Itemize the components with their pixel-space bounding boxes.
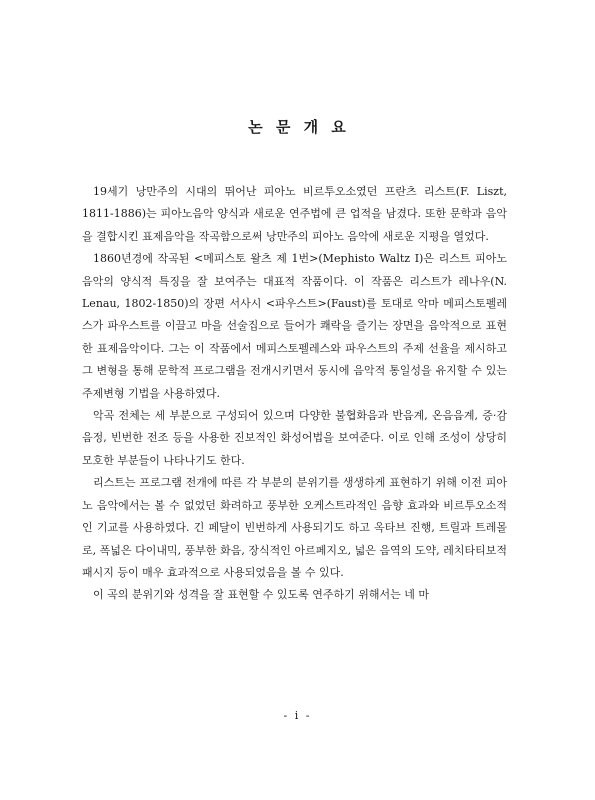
paragraph-mephisto-waltz: 1860년경에 작곡된 <메피스토 왈츠 제 1번>(Mephisto Waltz I)은 리스트 피아노 음악의 양식적 특징을 잘 보여주는 대표적 작품이다. 이 작품은 리스트가 레나우(N. Lenau, 1802-1850)의 장편 서사시 <파우스트>(Faust)를 토대로 악마 메피스토펠레스가 파우스트를 이끌고 마을 선술집으로 들어가 쾌락을 즐기는 장면을 음악적으로 표현한 표제음악이다. 그는 이 작품에서 메피스토펠레스와 파우스트의 주제 선율을 제시하고 그 변형을 통해 문학적 프로그램을 전개시키면서 동시에 음악적 통일성을 유지할 수 있는 주제변형 기법을 사용하였다.: [82, 252, 507, 400]
paragraph-intro: 19세기 낭만주의 시대의 뛰어난 피아노 비르투오소였던 프란츠 리스트(F. Liszt, 1811-1886)는 피아노음악 양식과 새로운 연주법에 큰 업적을 남겼다. 또한 문학과 음악을 결합시킨 표제음악을 작곡함으로써 낭만주의 피아노 음악에 새로운 지평을 열었다.: [82, 185, 507, 243]
paragraph-structure: 악곡 전체는 세 부분으로 구성되어 있으며 다양한 불협화음과 반음계, 온음음계, 증·감음정, 빈번한 전조 등을 사용한 진보적인 화성어법을 보여준다. 이로 인해 조성이 상당히 모호한 부분들이 나타나기도 한다.: [82, 409, 507, 467]
page-number: - i -: [283, 709, 312, 722]
page-title: 논 문 개 요: [248, 118, 347, 136]
paragraph-performance: 이 곡의 분위기와 성격을 잘 표현할 수 있도록 연주하기 위해서는 네 마: [93, 588, 429, 602]
abstract-body: [82, 181, 507, 607]
paragraph-technique: 리스트는 프로그램 전개에 따른 각 부분의 분위기를 생생하게 표현하기 위해 이전 피아노 음악에서는 볼 수 없었던 화려하고 풍부한 오케스트라적인 음향 효과와 비르투오소적인 기교를 사용하였다. 긴 페달이 빈번하게 사용되기도 하고 옥타브 진행, 트릴과 트레몰로, 폭넓은 다이내믹, 풍부한 화음, 장식적인 아르페지오, 넓은 음역의 도약, 레치타티보적 패시지 등이 매우 효과적으로 사용되었음을 볼 수 있다.: [82, 476, 507, 579]
